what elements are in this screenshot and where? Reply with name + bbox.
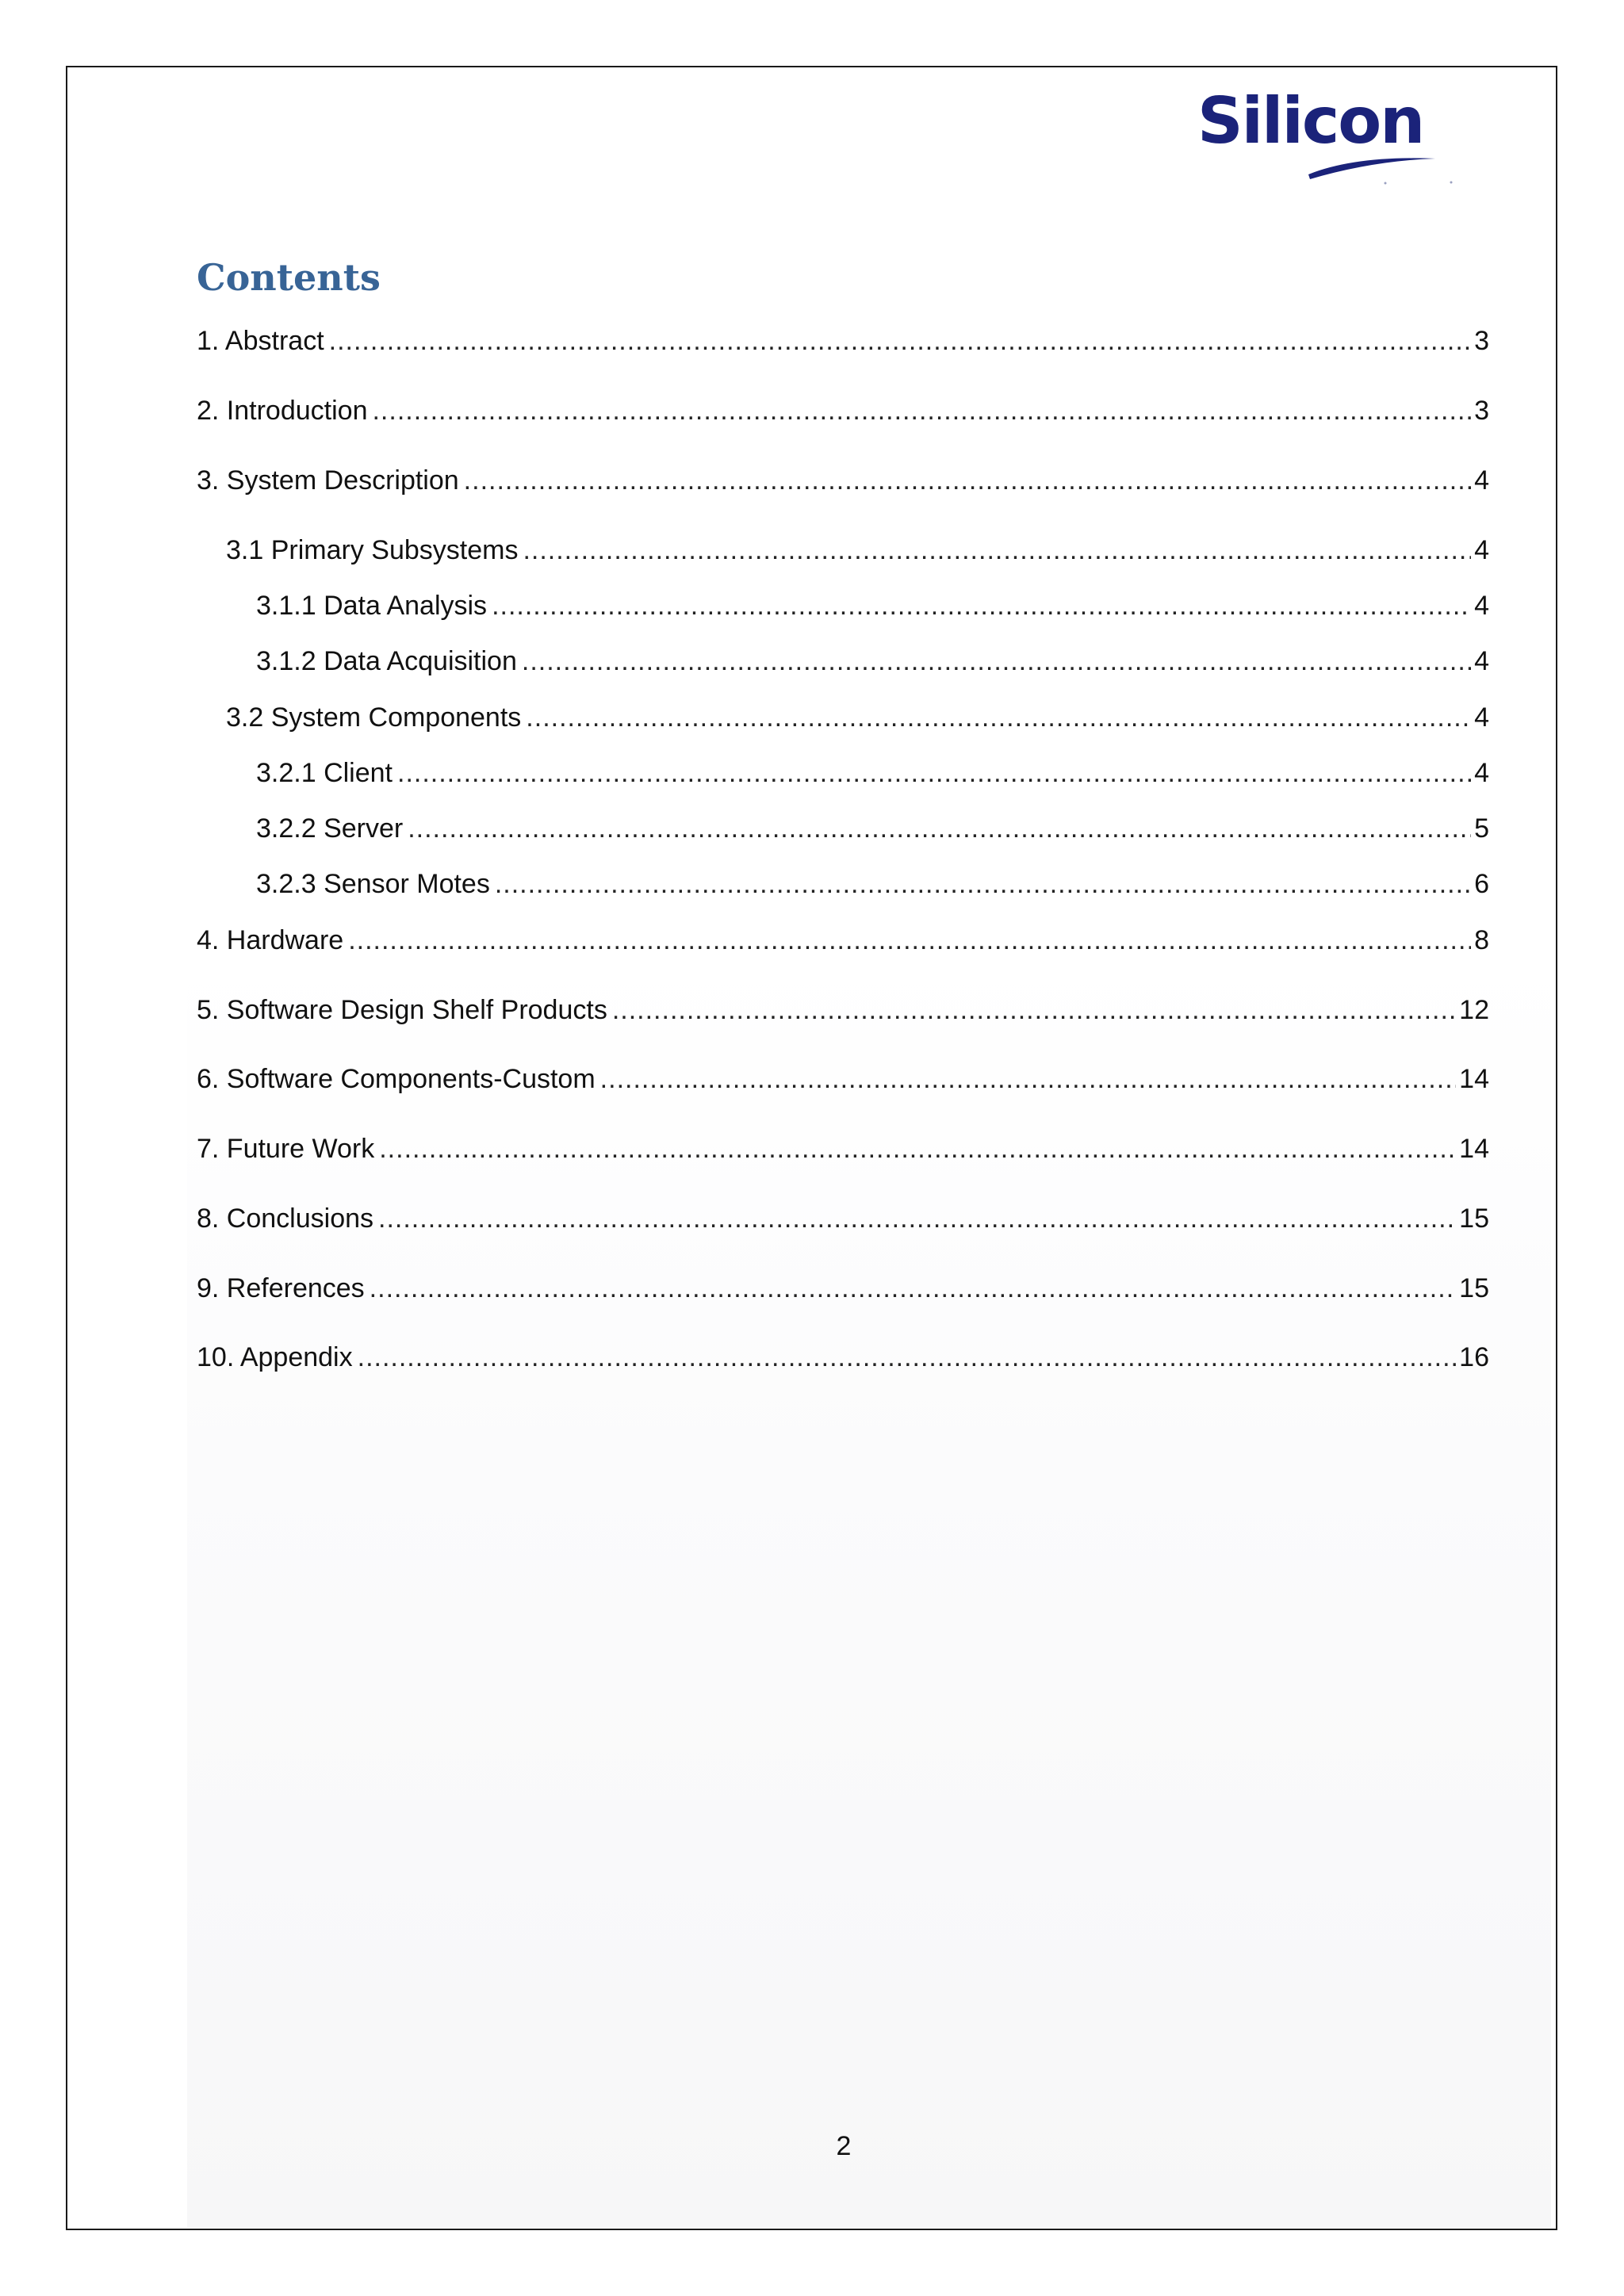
toc-entry-page: 3 [1474,326,1489,356]
toc-entry-label: 6. Software Components-Custom [197,1064,596,1094]
dot-leader [379,1131,1456,1167]
toc-entry-label: 8. Conclusions [197,1203,374,1234]
dot-leader [378,1200,1456,1237]
toc-entry[interactable] [197,462,1489,499]
silicon-logo [1197,86,1459,189]
toc-entry[interactable] [197,1131,1489,1167]
toc-entry[interactable] [197,1200,1489,1237]
toc-entry-page: 14 [1459,1134,1489,1164]
toc-entry-page: 4 [1474,702,1489,733]
toc-entry-page: 16 [1459,1342,1489,1372]
page-number: 2 [836,2131,852,2161]
toc-entry-label: 3.2.2 Server [256,813,404,844]
toc-entry-page: 6 [1474,869,1489,899]
toc-entry-label: 3.2.3 Sensor Motes [256,869,490,899]
dot-leader [464,462,1471,499]
toc-entry[interactable] [197,922,1489,959]
dot-leader [523,532,1471,568]
toc-entry[interactable] [226,532,1489,568]
toc-entry-page: 4 [1474,465,1489,496]
dot-leader [526,699,1471,736]
toc-entry-label: 1. Abstract [197,326,324,356]
toc-entry-page: 5 [1474,813,1489,844]
logo-text: Silicon [1197,84,1424,158]
toc-entry-label: 3.1 Primary Subsystems [226,535,519,565]
toc-entry-page: 4 [1474,591,1489,621]
dot-leader [372,392,1471,429]
toc-entry-page: 3 [1474,396,1489,426]
toc-entry[interactable] [256,810,1489,847]
toc-entry-page: 12 [1459,995,1489,1025]
dot-leader [492,587,1471,624]
toc-entry-page: 14 [1459,1064,1489,1094]
dot-leader [600,1061,1457,1097]
toc-entry-page: 4 [1474,535,1489,565]
toc-entry-page: 8 [1474,925,1489,955]
toc-entry-label: 4. Hardware [197,925,344,955]
toc-entry-label: 7. Future Work [197,1134,375,1164]
toc-entry[interactable] [197,323,1489,359]
toc-entry-page: 15 [1459,1273,1489,1303]
dot-leader [358,1339,1457,1376]
toc-entry-page: 4 [1474,758,1489,788]
dot-leader [522,643,1471,679]
dot-leader [370,1270,1457,1307]
toc-entry[interactable] [197,392,1489,429]
toc-entry-label: 2. Introduction [197,396,368,426]
toc-entry[interactable] [226,699,1489,736]
toc-entry[interactable] [256,587,1489,624]
toc-title: Contents [197,256,381,299]
toc-entry-label: 3.1.1 Data Analysis [256,591,488,621]
toc-entry[interactable] [256,866,1489,902]
toc-entry-label: 3.2.1 Client [256,758,393,788]
logo-swoosh-icon [1197,86,1459,189]
toc-entry[interactable] [197,1061,1489,1097]
toc-entry[interactable] [197,992,1489,1028]
toc-entry-page: 15 [1459,1203,1489,1234]
toc-entry-label: 3.2 System Components [226,702,522,733]
toc-entry-page: 4 [1474,646,1489,676]
toc-entry-label: 10. Appendix [197,1342,353,1372]
toc-entry-label: 3.1.2 Data Acquisition [256,646,517,676]
toc-entry-label: 9. References [197,1273,365,1303]
toc-entry[interactable] [256,755,1489,791]
toc-entry[interactable] [256,643,1489,679]
dot-leader [329,323,1471,359]
toc-entry[interactable] [197,1270,1489,1307]
toc-entry-label: 5. Software Design Shelf Products [197,995,607,1025]
toc-entry-label: 3. System Description [197,465,459,496]
toc-entry[interactable] [197,1339,1489,1376]
dot-leader [612,992,1456,1028]
dot-leader [348,922,1471,959]
dot-leader [397,755,1471,791]
dot-leader [408,810,1471,847]
dot-leader [495,866,1471,902]
